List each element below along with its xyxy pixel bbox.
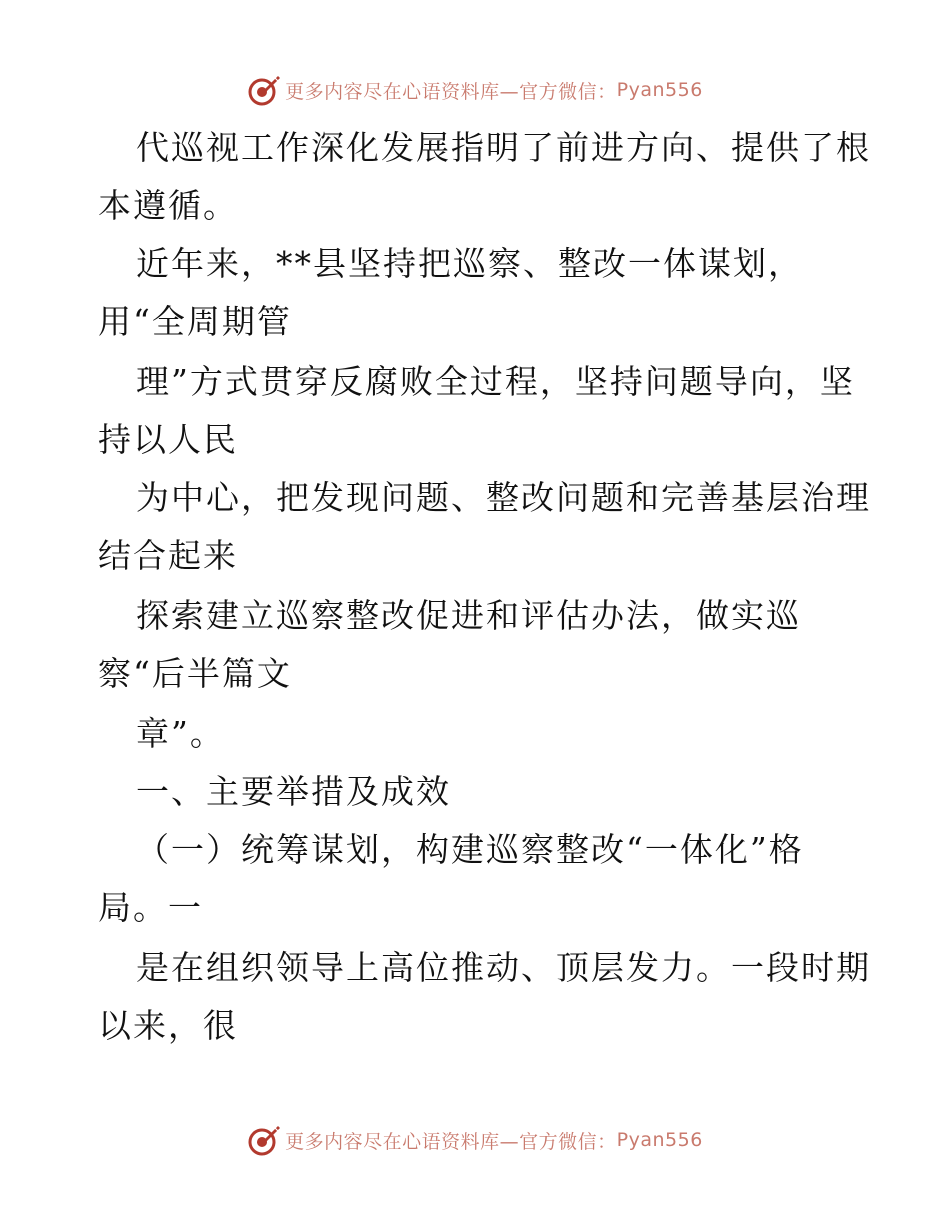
header-wechat-id: Pyan556: [616, 79, 703, 101]
body-line: 代巡视工作深化发展指明了前进方向、提供了根: [136, 128, 871, 167]
body-line: 近年来，**县坚持把巡察、整改一体谋划，: [136, 244, 803, 283]
body-line: 本遵循。: [98, 186, 238, 225]
subsection-heading: （一）统筹谋划，构建巡察整改“一体化”格: [136, 830, 804, 869]
section-heading: 一、主要举措及成效: [136, 772, 451, 811]
footer-text: 更多内容尽在心语资料库—官方微信：: [285, 1130, 617, 1153]
footer-banner: [0, 1122, 950, 1158]
body-line: 是在组织领导上高位推动、顶层发力。一段时期: [136, 948, 871, 987]
body-line: 局。一: [98, 888, 203, 927]
body-line: 理”方式贯穿反腐败全过程，坚持问题导向，坚: [136, 362, 855, 401]
body-line: 察“后半篇文: [98, 654, 292, 693]
body-line: 为中心，把发现问题、整改问题和完善基层治理: [136, 478, 871, 517]
body-line: 章”。: [136, 714, 225, 753]
body-line: 持以人民: [98, 420, 238, 459]
body-line: 用“全周期管: [98, 302, 292, 341]
body-line: 以来，很: [98, 1006, 238, 1045]
header-text: 更多内容尽在心语资料库—官方微信：: [285, 80, 617, 103]
footer-wechat-id: Pyan556: [616, 1129, 703, 1151]
body-line: 结合起来: [98, 536, 238, 575]
quill-pen-logo-icon: [247, 1123, 281, 1157]
body-line: 探索建立巡察整改促进和评估办法，做实巡: [136, 596, 801, 635]
